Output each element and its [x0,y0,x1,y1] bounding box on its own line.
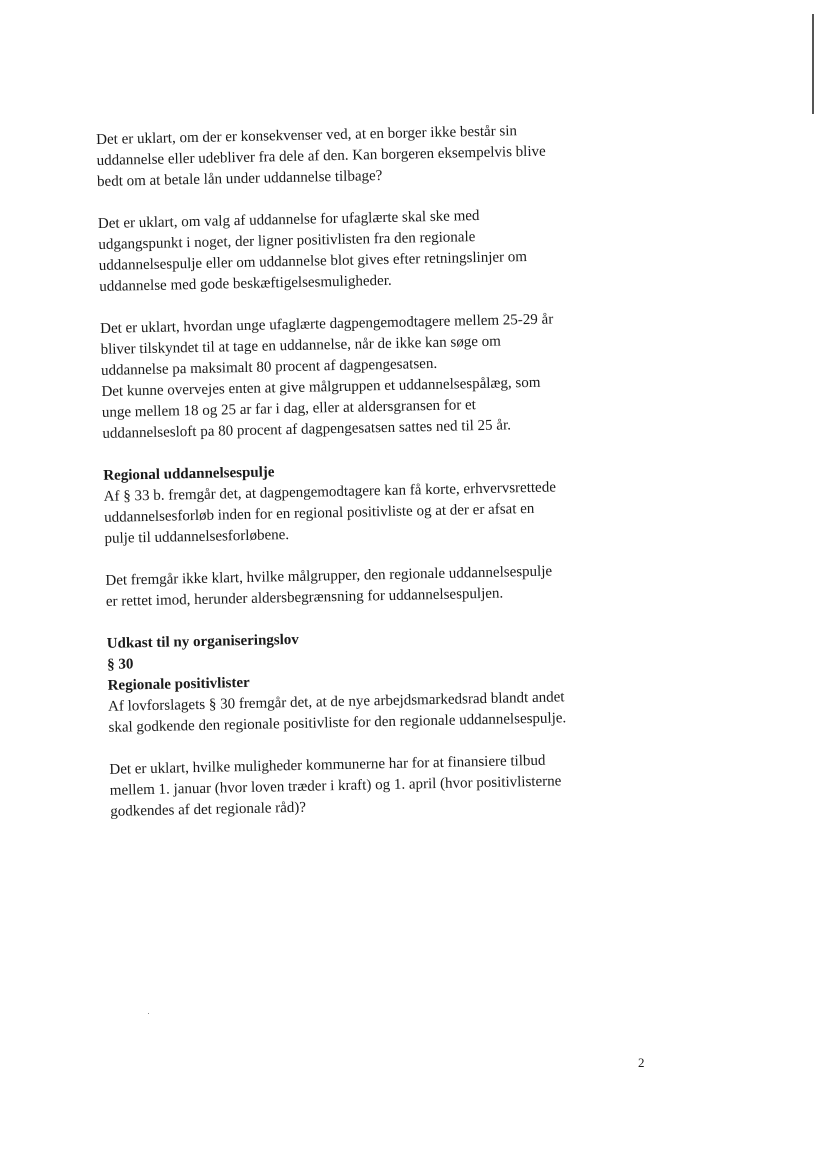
text-line: skal godkende den regionale positivliste for den regionale uddannelsespulje. [108,710,567,736]
text-line: godkendes af det regionale råd)? [110,799,307,820]
text-line: Af § 33 b. fremgår det, at dagpengemodtagere kan få korte, erhvervsrettede [103,479,557,505]
document-body [96,119,631,844]
text-line: uddannelsesforløb inden for en regional positivliste og at der er afsat en [103,500,535,526]
text-line: uddannelse eller udebliver fra dele af den. Kan borgeren eksempelvis blive [96,143,546,169]
text-line: uddannelse med gode beskæftigelsesmuligheder. [99,272,392,295]
scan-edge-mark [812,14,814,114]
section-heading: § 30 [107,656,134,673]
text-line: pulje til uddannelsesforløbene. [104,527,290,547]
paragraph-consequences [96,119,617,193]
text-line: Af lovforslagets § 30 fremgår det, at de nye arbejdsmarkedsrad blandt andet [107,689,565,715]
text-line: udgangspunkt i noget, der ligner positivlisten fra den regionale [98,229,476,253]
paragraph-financing [109,749,630,823]
text-line: Det er uklart, om valg af uddannelse for ufaglærte skal ske med [97,207,480,232]
text-line: unge mellem 18 og 25 ar far i dag, eller at aldersgransen for et [101,397,477,421]
text-line: Det fremgår ikke klart, hvilke målgrupper, den regionale uddannelsespulje [105,563,553,589]
text-line: Det er uklart, hvilke muligheder kommunerne har for at finansiere tilbud [109,752,546,778]
text-line: Det er uklart, hvordan unge ufaglærte dagpengemodtagere mellem 25-29 år [100,311,554,337]
text-line: Det er uklart, om der er konsekvenser ved, at en borger ikke består sin [96,123,518,148]
text-line: uddannelsesloft pa 80 procent af dagpengesatsen sattes ned til 25 år. [102,417,512,442]
section-heading: Udkast til ny organiseringslov [106,631,299,652]
text-line: Det kunne overvejes enten at give målgruppen et uddannelsespålæg, som [101,374,541,400]
section-heading: Regional uddannelsespulje [103,464,275,484]
text-line: uddannelsespulje eller om uddannelse blot gives efter retningslinjer om [98,249,528,274]
text-line: bedt om at betale lån under uddannelse tilbage? [96,168,383,190]
text-line: mellem 1. januar (hvor loven træder i kraft) og 1. april (hvor positivlisterne [109,773,562,799]
text-line: bliver tilskyndet til at tage en uddannelse, når de ikke kan søge om [100,333,501,358]
page-number: 2 [638,1055,645,1070]
section-heading: Regionale positivlister [107,674,250,694]
scan-speck [148,1013,149,1014]
text-line: er rettet imod, herunder aldersbegrænsning for uddannelsespuljen. [105,585,504,610]
section-organisation-law [107,623,629,739]
text-line: uddannelse pa maksimalt 80 procent af dagpengesatsen. [100,355,438,379]
section-regional-pool [103,455,625,550]
paragraph-target-groups [105,560,626,613]
paragraph-young-unskilled [100,308,623,445]
paragraph-education-choice [98,203,620,298]
